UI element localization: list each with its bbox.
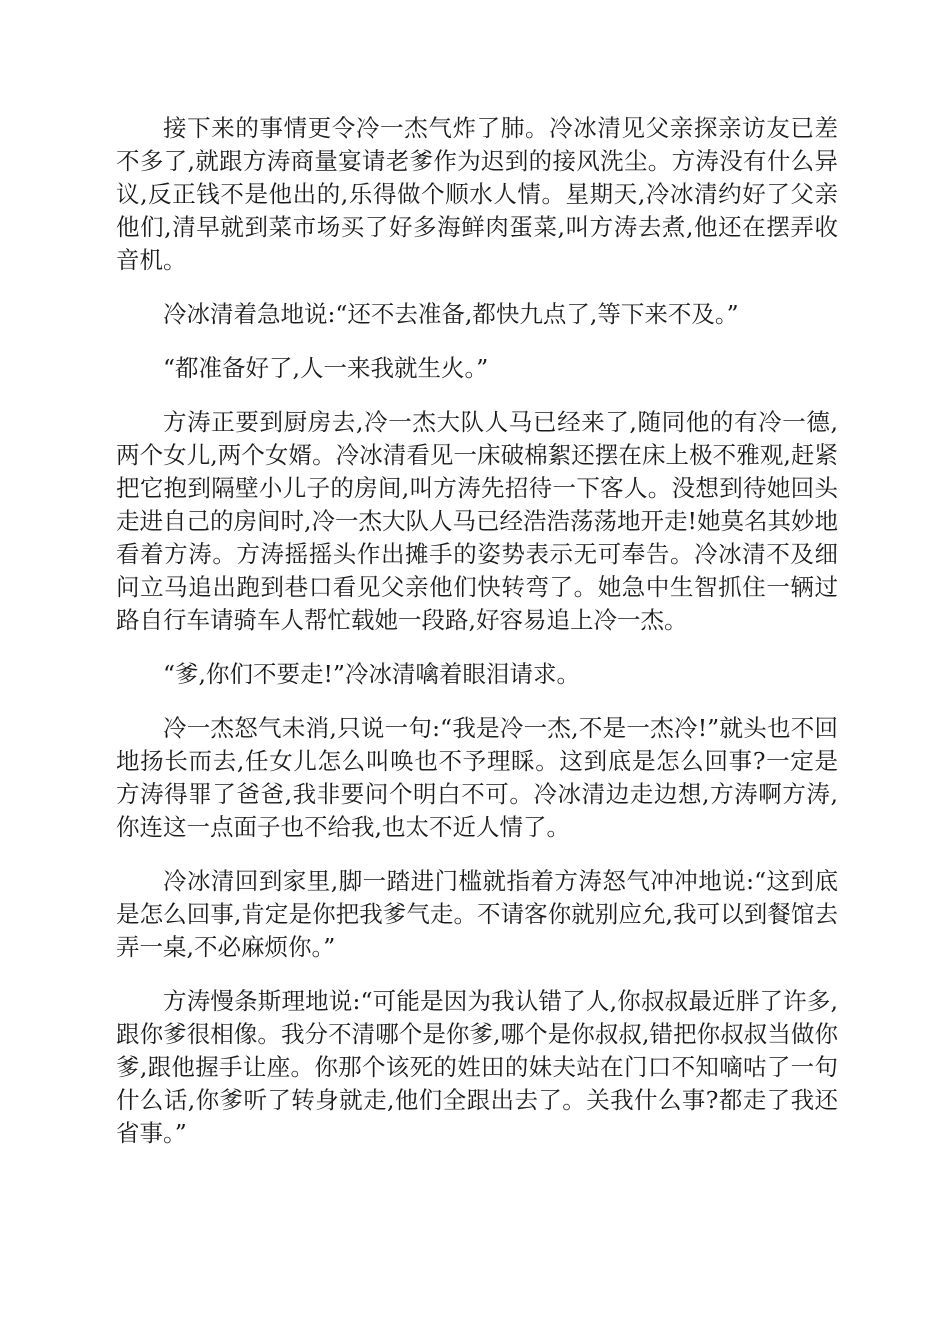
paragraph-5: “爹,你们不要走!”冷冰清噙着眼泪请求。 (163, 660, 580, 688)
paragraph-1: 接下来的事情更令冷一杰气炸了肺。冷冰清见父亲探亲访友已差不多了,就跟方涛商量宴请老爹作为迟到的接风洗尘。方涛没有什么异议,反正钱不是他出的,乐得做个顺水人情。星期天,冷冰清约好了父亲他们,清早就到菜市场买了好多海鲜肉蛋菜,叫方涛去煮,他还在摆弄收音机。 (116, 114, 838, 274)
paragraph-3: “都准备好了,人一来我就生火。” (163, 354, 489, 382)
document-page (116, 112, 838, 1150)
paragraph-6: 冷一杰怒气未消,只说一句:“我是冷一杰,不是一杰冷!”就头也不回地扬长而去,任女儿怎么叫唤也不予理睬。这到底是怎么回事?一定是方涛得罪了爸爸,我非要问个明白不可。冷冰清边走边想,方涛啊方涛,你连这一点面子也不给我,也太不近人情了。 (116, 714, 838, 841)
paragraph-2: 冷冰清着急地说:“还不去准备,都快九点了,等下来不及。” (163, 300, 739, 328)
paragraph-4: 方涛正要到厨房去,冷一杰大队人马已经来了,随同他的有冷一德,两个女儿,两个女婿。冷冰清看见一床破棉絮还摆在床上极不雅观,赶紧把它抱到隔壁小儿子的房间,叫方涛先招待一下客人。没想到待她回头走进自己的房间时,冷一杰大队人马已经浩浩荡荡地开走!她莫名其妙地看着方涛。方涛摇摇头作出摊手的姿势表示无可奉告。冷冰清不及细问立马追出跑到巷口看见父亲他们快转弯了。她急中生智抓住一辆过路自行车请骑车人帮忙载她一段路,好容易追上冷一杰。 (116, 408, 838, 634)
paragraph-8: 方涛慢条斯理地说:“可能是因为我认错了人,你叔叔最近胖了许多,跟你爹很相像。我分不清哪个是你爹,哪个是你叔叔,错把你叔叔当做你爹,跟他握手让座。你那个该死的姓田的妹夫站在门口不知嘀咕了一句什么话,你爹听了转身就走,他们全跟出去了。关我什么事?都走了我还省事。” (116, 987, 838, 1147)
paragraph-7: 冷冰清回到家里,脚一踏进门槛就指着方涛怒气冲冲地说:“这到底是怎么回事,肯定是你把我爹气走。不请客你就别应允,我可以到餐馆去弄一桌,不必麻烦你。” (116, 867, 838, 961)
